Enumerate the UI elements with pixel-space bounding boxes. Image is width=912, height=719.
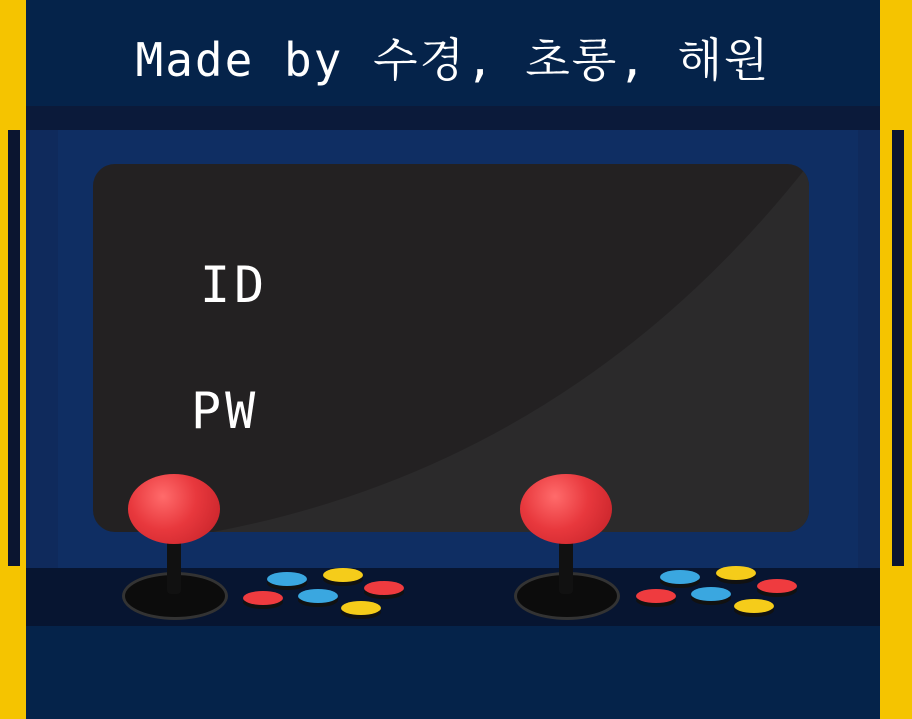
control-panel-front	[26, 626, 880, 719]
right-button-blue-1[interactable]	[660, 570, 700, 584]
right-button-yellow-1[interactable]	[716, 566, 756, 580]
right-button-red-1[interactable]	[757, 579, 797, 593]
right-joystick[interactable]	[512, 474, 622, 619]
side-left-groove	[8, 130, 20, 566]
right-button-red-2[interactable]	[636, 589, 676, 603]
id-label: ID	[200, 256, 269, 314]
left-button-red-2[interactable]	[243, 591, 283, 605]
left-button-yellow-1[interactable]	[323, 568, 363, 582]
right-button-blue-2[interactable]	[691, 587, 731, 601]
right-button-yellow-2[interactable]	[734, 599, 774, 613]
marquee-header	[26, 0, 880, 106]
left-button-blue-2[interactable]	[298, 589, 338, 603]
glare-shape	[213, 164, 809, 532]
joystick-ball	[128, 474, 220, 544]
left-button-blue-1[interactable]	[267, 572, 307, 586]
side-right-groove	[892, 130, 904, 566]
cabinet-side-left	[0, 0, 26, 719]
header-shadow	[26, 106, 880, 130]
pw-label: PW	[191, 382, 260, 440]
left-joystick[interactable]	[120, 474, 230, 619]
cabinet-side-right	[880, 0, 912, 719]
joystick-ball	[520, 474, 612, 544]
left-button-red-1[interactable]	[364, 581, 404, 595]
page-title: Made by 수경, 초롱, 해원	[135, 33, 771, 87]
left-button-yellow-2[interactable]	[341, 601, 381, 615]
